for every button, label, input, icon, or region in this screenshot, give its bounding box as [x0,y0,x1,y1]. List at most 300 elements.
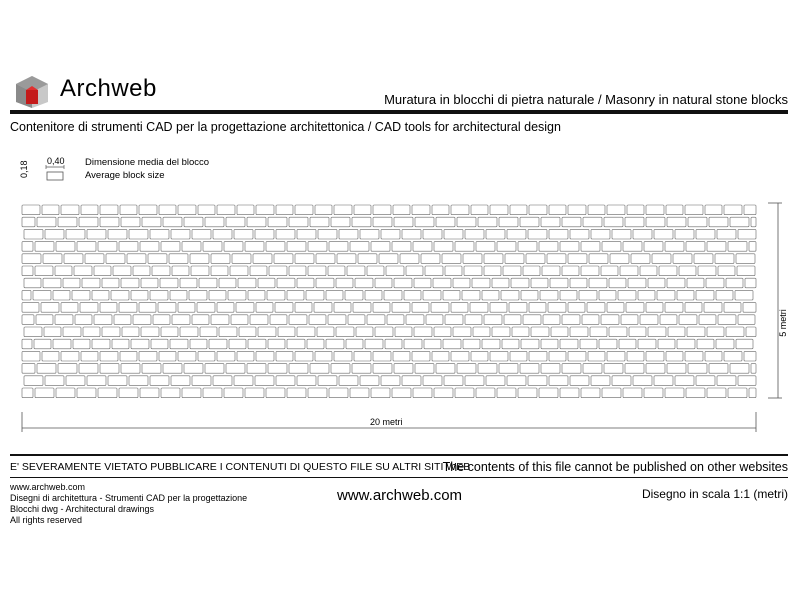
stone-block [588,205,605,215]
stone-block [198,205,215,215]
stone-block [400,254,419,264]
stone-block [462,290,480,300]
stone-block [518,242,537,252]
stone-block [646,205,664,215]
stone-block [277,278,295,288]
stone-block [189,290,207,300]
brand-name: Archweb [60,75,157,102]
height-dimension-label: 5 metri [777,309,788,337]
stone-block [209,290,226,300]
stone-block [278,327,295,337]
stone-block [213,229,232,239]
stone-block [646,351,664,361]
stone-block [113,266,131,276]
stone-block [520,217,539,227]
stone-block [36,315,53,325]
stone-block [392,388,411,398]
stone-block [354,205,371,215]
stone-block [453,278,470,288]
footer-website[interactable]: www.archweb.com [10,482,86,492]
stone-block [268,339,285,349]
stone-block [347,266,365,276]
stone-block [696,290,714,300]
stone-block [451,303,468,313]
website-link[interactable]: www.archweb.com [337,487,463,504]
stone-block [55,315,73,325]
stone-block [355,278,373,288]
stone-block [171,376,190,386]
stone-block [529,351,547,361]
stone-block [224,242,243,252]
stone-block [180,278,197,288]
stone-block [413,242,432,252]
stone-block [549,351,566,361]
stone-block [629,327,646,337]
stone-block [360,376,379,386]
stone-block [644,388,663,398]
stone-block [412,205,430,215]
stone-block [41,303,59,313]
stone-block [648,278,665,288]
stone-block [442,254,461,264]
stone-block [381,229,400,239]
stone-block [309,315,326,325]
stone-block [356,327,373,337]
stone-block [626,303,644,313]
stone-block [507,376,526,386]
stone-block [22,217,35,227]
stone-block [602,388,621,398]
stone-block [268,364,287,374]
stone-block [295,205,313,215]
stone-block [395,327,412,337]
stone-block [236,303,254,313]
stone-block [213,376,232,386]
stone-block [37,217,56,227]
stone-block [24,327,42,337]
stone-block [197,303,215,313]
stone-block [528,376,547,386]
stone-block [687,278,704,288]
stone-block [100,351,118,361]
stone-block [667,278,685,288]
stone-block [161,388,180,398]
stone-block [465,229,484,239]
stone-block [599,339,617,349]
stone-block [562,266,579,276]
stone-block [570,376,589,386]
stone-block [749,388,756,398]
stone-block [297,229,316,239]
stone-block [184,364,203,374]
stone-block [172,266,189,276]
stone-block [619,339,636,349]
stone-block [371,242,390,252]
stone-block [384,290,402,300]
stone-block [328,315,346,325]
stone-block [528,229,547,239]
stone-block [22,303,39,313]
stone-block [270,315,287,325]
stone-block [675,229,694,239]
stone-block [423,229,442,239]
stone-block [258,327,276,337]
stone-block [736,339,753,349]
stone-block [217,351,235,361]
stone-block [200,327,217,337]
stone-block [108,376,127,386]
stone-block [531,278,548,288]
stone-block [253,254,272,264]
stone-block [609,327,627,337]
stone-block [625,217,644,227]
stone-block [228,290,246,300]
sheet-title: Muratura in blocchi di pietra naturale / Masonry in natural stone blocks [384,92,788,107]
stone-block [198,351,215,361]
stone-block [81,351,98,361]
stone-block [37,364,56,374]
stone-block [688,364,707,374]
stone-block [463,254,482,264]
stone-block [129,229,148,239]
stone-block [607,205,625,215]
stone-block [457,364,476,374]
stone-block [751,217,756,227]
stone-block [297,327,315,337]
stone-block [724,351,742,361]
stone-block [610,254,629,264]
stone-block [287,339,305,349]
footer-description: Disegni di architettura - Strumenti CAD per la progettazione [10,493,248,503]
stone-block [79,364,98,374]
stone-block [478,364,497,374]
stone-block [245,388,264,398]
stone-block [562,217,581,227]
stone-block [549,205,566,215]
stone-block [587,303,605,313]
stone-block [464,266,482,276]
stone-block [172,315,190,325]
stone-block [415,217,434,227]
stone-block [627,205,644,215]
stone-block [471,205,488,215]
stone-block [472,278,490,288]
stone-block [443,290,460,300]
stone-block [694,254,713,264]
stone-block [85,254,104,264]
block-width-value: 0,40 [47,156,65,166]
stone-block [119,303,137,313]
stone-block [94,266,111,276]
stone-block [161,327,178,337]
stone-block [737,266,755,276]
stone-block [738,315,755,325]
stone-block [100,303,117,313]
stone-block [471,351,488,361]
stone-block [289,266,306,276]
stone-block [499,217,518,227]
stone-block [541,364,560,374]
stone-block [336,278,353,288]
stone-block [192,376,211,386]
stone-block [308,388,327,398]
stone-block [63,327,81,337]
stone-block [275,303,293,313]
stone-block [178,205,196,215]
stone-block [258,278,275,288]
stone-block [654,229,673,239]
stone-block [541,217,560,227]
stone-block [623,388,642,398]
stone-block [386,266,404,276]
copyright-warning-english: The contents of this file cannot be published on other websites [442,460,788,474]
stone-block [570,278,587,288]
stone-block [346,339,363,349]
stone-block [373,364,392,374]
stone-block [502,339,519,349]
stone-block [22,339,32,349]
stone-block [159,351,176,361]
stone-block [394,217,413,227]
stone-block [295,303,312,313]
stone-block [675,376,694,386]
stone-block [209,339,227,349]
stone-block [648,327,666,337]
stone-block [591,376,610,386]
stone-block [58,364,77,374]
stone-block [22,388,33,398]
stone-block [106,254,125,264]
stone-block [276,229,295,239]
stone-block [289,217,308,227]
stone-block [217,303,234,313]
stone-block [581,388,600,398]
stone-block [56,388,75,398]
stone-block [345,290,363,300]
stone-block [182,388,201,398]
stone-block [365,339,383,349]
stone-block [501,290,519,300]
stone-block [421,254,440,264]
stone-block [434,327,451,337]
stone-block [426,315,443,325]
stone-block [100,217,119,227]
stone-block [358,254,377,264]
stone-block [266,388,285,398]
stone-block [22,266,33,276]
stone-block [581,266,599,276]
stone-block [505,254,524,264]
stone-block [476,242,495,252]
stone-block [142,364,161,374]
stone-block [80,303,98,313]
stone-block [331,364,350,374]
stone-block [718,266,735,276]
stone-block [696,376,715,386]
stone-block [484,266,501,276]
stone-block [560,242,579,252]
stone-block [120,351,137,361]
stone-block [652,254,671,264]
stone-block [716,290,733,300]
stone-block [393,205,410,215]
stone-block [171,229,190,239]
stone-block [152,266,170,276]
stone-block [365,290,382,300]
stone-block [81,205,98,215]
stone-block [219,327,237,337]
stone-block [203,388,222,398]
stone-block [393,351,410,361]
stone-block [604,364,623,374]
stone-block [658,339,675,349]
stone-block [373,303,390,313]
stone-block [743,303,756,313]
stone-block [490,303,507,313]
stone-block [334,303,351,313]
stone-block [35,388,54,398]
stone-block [245,242,264,252]
stone-block [453,327,471,337]
copyright-warning-italian: E' SEVERAMENTE VIETATO PUBBLICARE I CONTENUTI DI QUESTO FILE SU ALTRI SITI WEB [10,461,471,473]
stone-block [163,364,182,374]
stone-block [570,229,589,239]
stone-block [224,388,243,398]
stone-block [148,254,167,264]
stone-block [316,254,335,264]
stone-block [230,266,248,276]
stone-block [706,278,724,288]
stone-block [287,388,306,398]
stone-block [190,339,207,349]
stone-block [371,388,390,398]
stone-block [688,217,707,227]
stone-block [87,229,106,239]
stone-block [628,278,646,288]
stone-block [646,364,665,374]
stone-block [625,364,644,374]
stone-block [738,376,756,386]
stone-block [139,351,157,361]
stone-block [120,205,137,215]
stone-block [334,205,352,215]
stone-block [61,351,79,361]
stone-block [589,278,607,288]
stone-block [318,376,337,386]
stone-block [696,229,715,239]
stone-block [402,229,421,239]
stone-block [560,339,578,349]
stone-block [379,254,398,264]
stone-block [465,315,482,325]
stone-block [601,315,619,325]
stone-block [413,388,432,398]
stone-block [256,351,274,361]
stone-block [685,205,703,215]
stone-block [744,205,756,215]
stone-block [486,229,505,239]
stone-block [434,388,453,398]
stone-block [424,339,441,349]
stone-block [686,388,705,398]
stone-block [512,327,529,337]
stone-block [387,315,404,325]
stone-block [35,242,54,252]
stone-block [549,376,568,386]
stone-block [44,327,61,337]
stone-block [562,364,581,374]
stone-block [34,339,51,349]
stone-block [367,315,385,325]
stone-block [465,376,484,386]
stone-block [66,376,85,386]
stone-block [375,327,393,337]
stone-block [24,229,43,239]
stone-block [75,315,92,325]
stone-block [139,205,157,215]
stone-block [63,278,80,288]
stone-block [560,290,577,300]
stone-block [297,376,316,386]
stone-block [623,242,642,252]
stone-block [394,278,412,288]
stone-block [100,364,119,374]
stone-block [699,315,716,325]
stone-block [112,339,129,349]
stone-block [679,315,697,325]
stone-block [620,266,638,276]
stone-block [151,339,168,349]
stone-block [22,205,40,215]
stone-block [482,290,499,300]
stone-block [685,351,703,361]
stone-block [665,388,684,398]
stone-block [127,254,146,264]
stone-block [539,388,558,398]
stone-block [170,339,188,349]
stone-block [726,278,743,288]
stone-block [55,266,72,276]
stone-block [289,364,308,374]
stone-block [677,339,695,349]
stone-block [352,217,371,227]
stone-block [568,254,587,264]
stone-block [590,327,607,337]
stone-block [139,303,156,313]
stone-block [192,229,211,239]
stone-block [119,242,138,252]
stone-block [53,290,70,300]
stone-block [348,315,365,325]
stone-block [247,217,266,227]
stone-block [239,327,256,337]
stone-block [685,303,702,313]
stone-block [549,229,568,239]
stone-block [425,266,443,276]
legend-label-italian: Dimensione media del blocco [85,157,210,168]
stone-block [677,290,694,300]
stone-block [329,242,348,252]
stone-block [306,290,324,300]
stone-block [543,315,560,325]
stone-block [686,242,705,252]
stone-block [443,339,461,349]
stone-block [82,278,100,288]
stone-block [415,364,434,374]
stone-block [22,242,33,252]
stone-block [122,327,139,337]
stone-block [548,303,566,313]
